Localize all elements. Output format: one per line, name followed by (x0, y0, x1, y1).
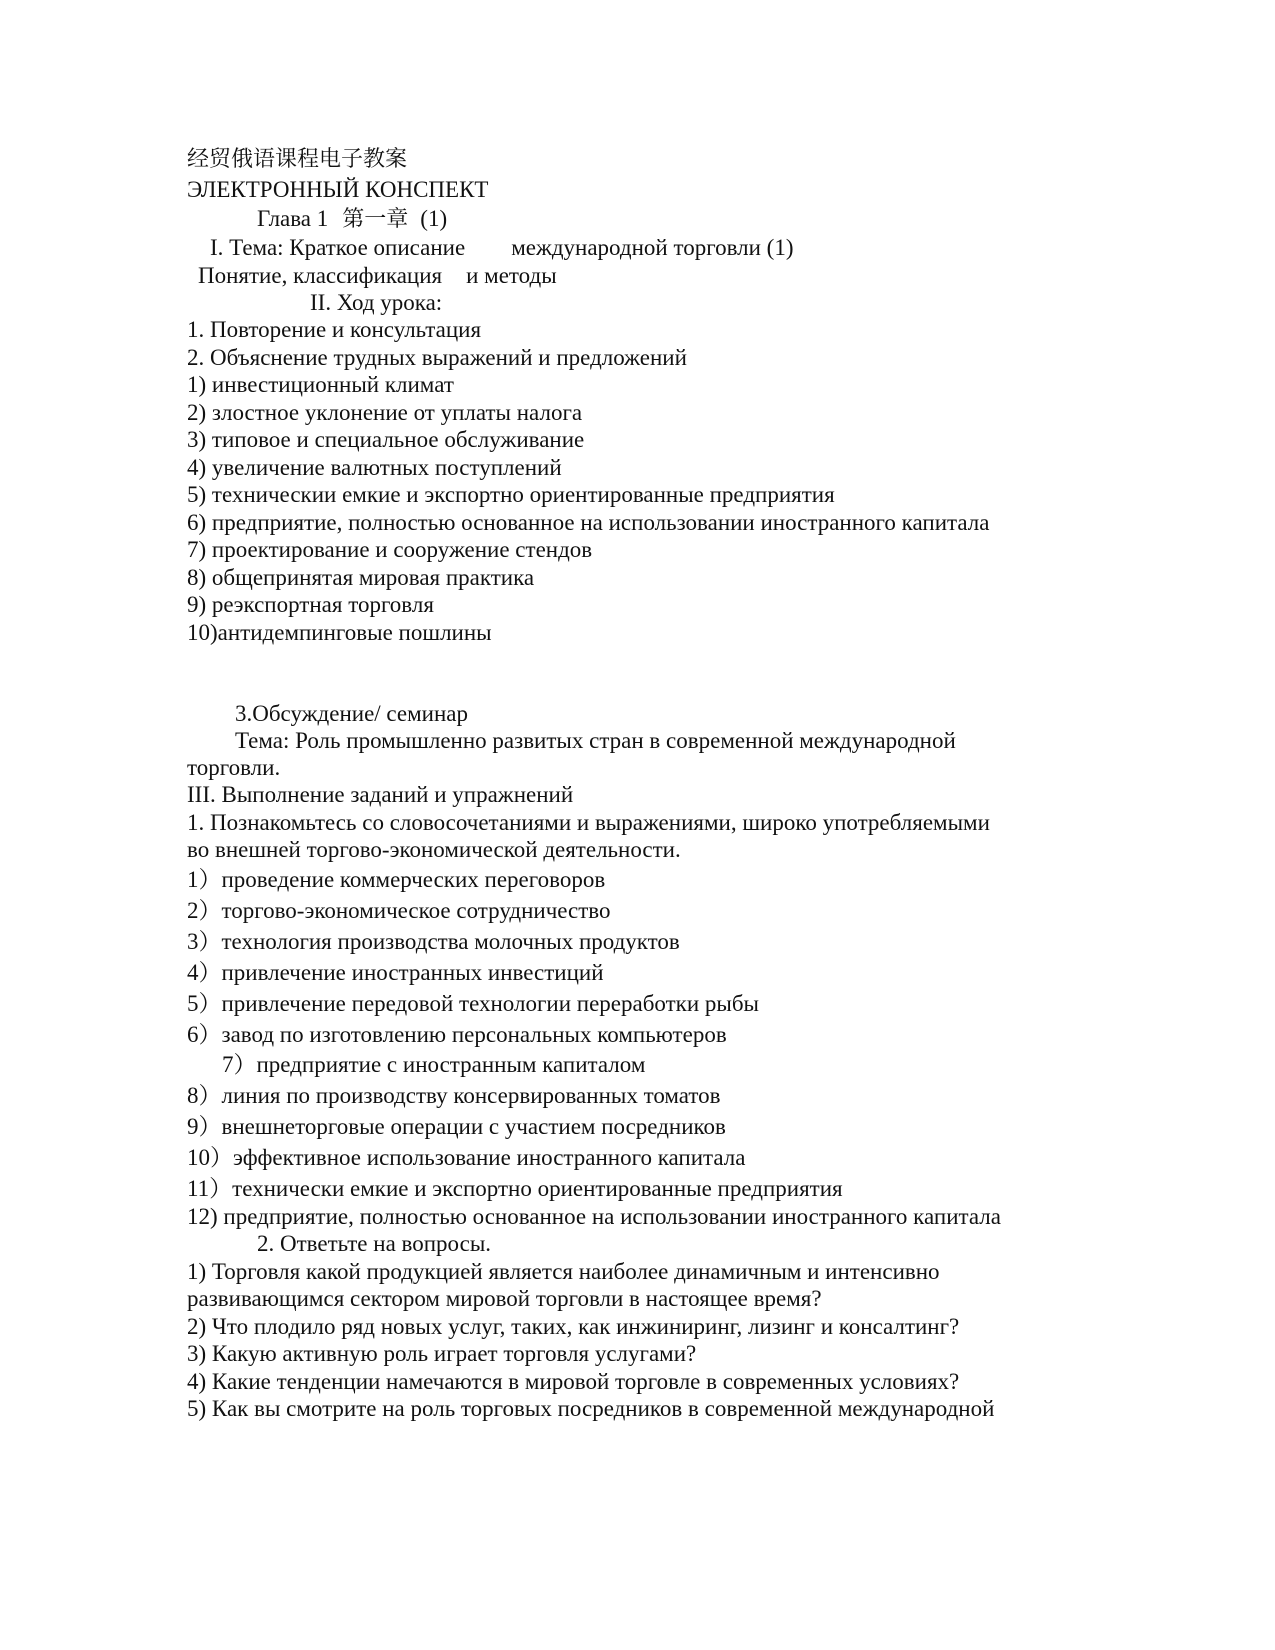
topic-line-2-b: и методы (466, 263, 557, 288)
question-line: 1) Торговля какой продукцией является наиболее динамичным и интенсивно (187, 1259, 940, 1284)
phrase-item: 11）технически емкие и экспортно ориентированные предприятия (187, 1176, 843, 1201)
task-1-line-2: во внешней торгово-экономической деятельности. (187, 837, 681, 862)
topic-line-1-a: I. Тема: Краткое описание (210, 235, 466, 260)
chapter-num: (1) (420, 206, 448, 231)
chapter-zh: 第一章 (342, 207, 409, 232)
topic-line-1 (210, 234, 794, 262)
expression-item: 7) проектирование и сооружение стендов (187, 537, 593, 562)
chinese-title: 经贸俄语课程电子教案 (187, 147, 408, 172)
question-line: 2) Что плодило ряд новых услуг, таких, как инжиниринг, лизинг и консалтинг? (187, 1314, 960, 1339)
seminar-topic-line-2: торговли. (187, 755, 281, 780)
question-line: 4) Какие тенденции намечаются в мировой торговле в современных условиях? (187, 1369, 960, 1394)
seminar-topic-line-1: Тема: Роль промышленно развитых стран в современной международной (235, 728, 956, 753)
phrase-item: 7）предприятие с иностранным капиталом (222, 1052, 646, 1077)
lesson-step-2: 2. Объяснение трудных выражений и предложений (187, 345, 687, 370)
phrase-item: 5）привлечение передовой технологии переработки рыбы (187, 991, 759, 1016)
russian-title: ЭЛЕКТРОННЫЙ КОНСПЕКТ (187, 177, 489, 202)
expression-item: 5) техническии емкие и экспортно ориентированные предприятия (187, 482, 835, 507)
question-line: 5) Как вы смотрите на роль торговых посредников в современной международной (187, 1396, 995, 1421)
question-line: 3) Какую активную роль играет торговля услугами? (187, 1341, 697, 1366)
question-line: развивающимся сектором мировой торговли в настоящее время? (187, 1286, 822, 1311)
chapter-line (257, 205, 447, 234)
phrase-item: 6）завод по изготовлению персональных компьютеров (187, 1022, 727, 1047)
phrase-item: 10）эффективное использование иностранного капитала (187, 1145, 746, 1170)
phrase-item: 4）привлечение иностранных инвестиций (187, 960, 604, 985)
expression-item: 1) инвестиционный климат (187, 372, 454, 397)
expression-item: 3) типовое и специальное обслуживание (187, 427, 585, 452)
expression-item: 8) общепринятая мировая практика (187, 565, 535, 590)
phrase-item: 12) предприятие, полностью основанное на использовании иностранного капитала (187, 1204, 1001, 1229)
lesson-heading: II. Ход урока: (310, 290, 443, 315)
expression-item: 2) злостное уклонение от уплаты налога (187, 400, 583, 425)
expression-item: 4) увеличение валютных поступлений (187, 455, 562, 480)
lesson-step-1: 1. Повторение и консультация (187, 317, 482, 342)
phrase-item: 1）проведение коммерческих переговоров (187, 867, 606, 892)
phrase-item: 9）внешнеторговые операции с участием посредников (187, 1114, 726, 1139)
topic-line-2-a: Понятие, классификация (198, 263, 443, 288)
chapter-ru: Глава 1 (257, 206, 329, 231)
phrase-item: 2）торгово-экономическое сотрудничество (187, 898, 611, 923)
expression-item: 10)антидемпинговые пошлины (187, 620, 492, 645)
lesson-step-3: 3.Обсуждение/ семинар (235, 701, 469, 726)
expression-item: 9) реэкспортная торговля (187, 592, 434, 617)
phrase-item: 8）линия по производству консервированных томатов (187, 1083, 721, 1108)
topic-line-2 (198, 262, 557, 290)
task-2-heading: 2. Ответьте на вопросы. (257, 1231, 492, 1256)
phrase-item: 3）технология производства молочных продуктов (187, 929, 680, 954)
expression-item: 6) предприятие, полностью основанное на использовании иностранного капитала (187, 510, 990, 535)
topic-line-1-b: международной торговли (1) (511, 235, 794, 260)
exercises-heading: III. Выполнение заданий и упражнений (187, 782, 574, 807)
task-1-line-1: 1. Познакомьтесь со словосочетаниями и выражениями, широко употребляемыми (187, 810, 990, 835)
